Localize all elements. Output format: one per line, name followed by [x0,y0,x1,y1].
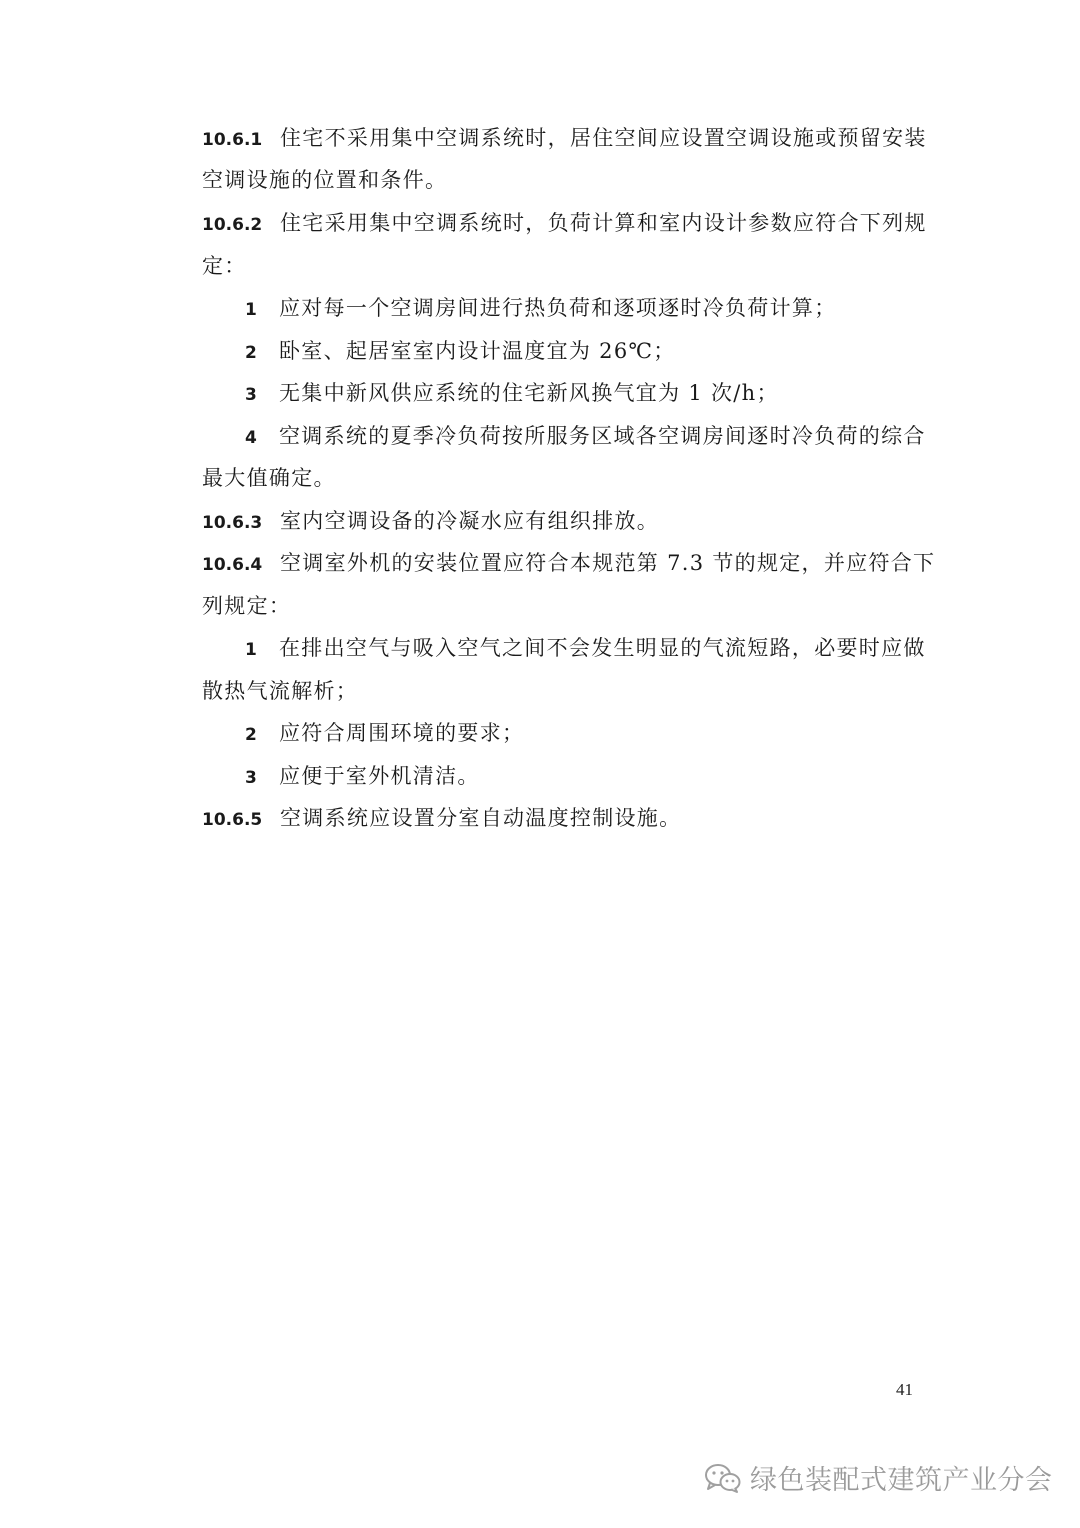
item-text: 空调系统的夏季冷负荷按所服务区域各空调房间逐时冷负荷的综合 [279,424,926,448]
section-text: 空调室外机的安装位置应符合本规范第 7.3 节的规定，并应符合下 [280,551,936,575]
section-text: 住宅不采用集中空调系统时，居住空间应设置空调设施或预留安装 [280,126,927,150]
wechat-icon [704,1462,742,1494]
section-text-continued: 空调设施的位置和条件。 [202,168,448,192]
item-number: 2 [245,725,257,745]
page-number: 41 [896,1380,913,1399]
item-text: 应便于室外机清洁。 [279,764,480,788]
section-number: 10.6.4 [202,555,263,575]
section-text-continued: 列规定： [202,594,292,618]
section-number: 10.6.3 [202,513,263,533]
section-10-6-4-line2 [202,591,291,621]
list-item-continued [202,676,358,706]
item-number: 3 [245,385,257,405]
section-10-6-4-line1 [202,548,935,580]
section-text: 住宅采用集中空调系统时，负荷计算和室内设计参数应符合下列规 [280,211,927,235]
section-number: 10.6.2 [202,215,263,235]
section-number: 10.6.5 [202,810,263,830]
item-number: 3 [245,768,257,788]
section-10-6-2-line2 [202,251,247,281]
list-item [245,421,926,453]
item-number: 2 [245,343,257,363]
item-text-continued: 最大值确定。 [202,466,336,490]
list-item [245,633,926,665]
section-text: 空调系统应设置分室自动温度控制设施。 [280,806,682,830]
item-text: 在排出空气与吸入空气之间不会发生明显的气流短路，必要时应做 [279,636,926,660]
section-10-6-1-line2 [202,165,447,195]
list-item [245,293,837,325]
section-text-continued: 定： [202,254,247,278]
item-number: 1 [245,300,257,320]
list-item [245,761,480,793]
item-number: 1 [245,640,257,660]
watermark [704,1458,1053,1497]
section-10-6-5-line1 [202,803,681,835]
section-10-6-1-line1 [202,123,927,155]
list-item-continued [202,463,336,493]
item-text: 无集中新风供应系统的住宅新风换气宜为 1 次/h； [279,381,779,405]
item-text: 应符合周围环境的要求； [279,721,525,745]
section-text: 室内空调设备的冷凝水应有组织排放。 [280,509,660,533]
item-text: 卧室、起居室室内设计温度宜为 26℃； [279,339,676,363]
item-text-continued: 散热气流解析； [202,679,359,703]
list-item [245,378,779,410]
item-number: 4 [245,428,257,448]
section-number: 10.6.1 [202,130,263,150]
list-item [245,336,676,368]
watermark-text: 绿色装配式建筑产业分会 [750,1465,1053,1496]
item-text: 应对每一个空调房间进行热负荷和逐项逐时冷负荷计算； [279,296,837,320]
list-item [245,718,524,750]
section-10-6-3-line1 [202,506,659,538]
section-10-6-2-line1 [202,208,927,240]
